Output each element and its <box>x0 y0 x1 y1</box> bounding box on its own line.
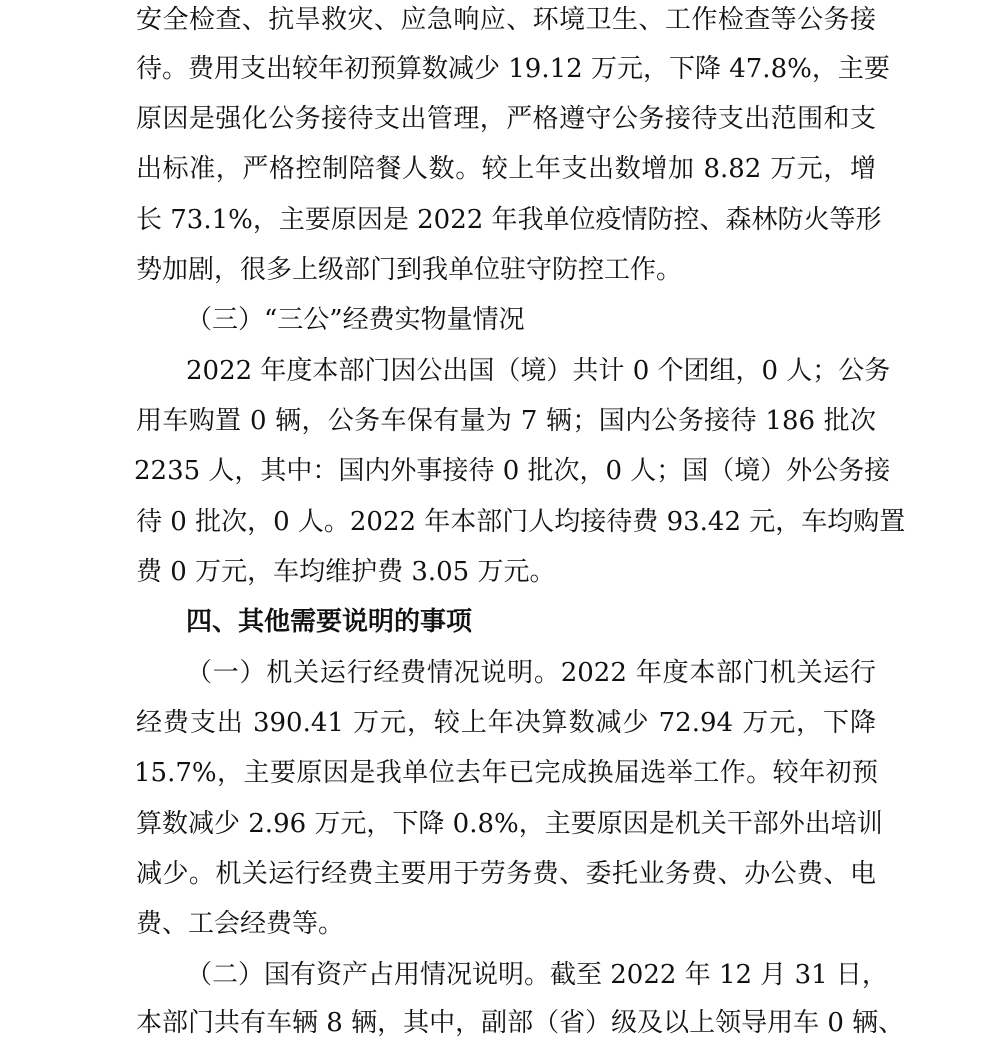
paragraph-line: 本部门共有车辆 8 辆，其中，副部（省）级及以上领导用车 0 辆、 <box>136 1008 905 1038</box>
paragraph-line: 费 0 万元，车均维护费 3.05 万元。 <box>136 557 556 587</box>
paragraph-line: 待。费用支出较年初预算数减少 19.12 万元，下降 47.8%，主要 <box>136 54 890 84</box>
paragraph-line: 出标准，严格控制陪餐人数。较上年支出数增加 8.82 万元，增 <box>136 154 876 184</box>
paragraph-line: 安全检查、抗旱救灾、应急响应、环境卫生、工作检查等公务接 <box>136 5 876 35</box>
section-subheading: （三）“三公”经费实物量情况 <box>186 305 525 335</box>
paragraph-line: 用车购置 0 辆，公务车保有量为 7 辆；国内公务接待 186 批次 <box>136 406 876 436</box>
paragraph-line: 15.7%，主要原因是我单位去年已完成换届选举工作。较年初预 <box>134 758 878 788</box>
paragraph-line: 势加剧，很多上级部门到我单位驻守防控工作。 <box>136 255 683 285</box>
paragraph-line: 原因是强化公务接待支出管理，严格遵守公务接待支出范围和支 <box>136 104 876 134</box>
paragraph-line: 2235 人，其中：国内外事接待 0 批次，0 人；国（境）外公务接 <box>134 456 891 486</box>
paragraph-line: 待 0 批次，0 人。2022 年本部门人均接待费 93.42 元，车均购置 <box>136 507 906 537</box>
paragraph-line: 减少。机关运行经费主要用于劳务费、委托业务费、办公费、电 <box>136 859 876 889</box>
paragraph-line: 算数减少 2.96 万元，下降 0.8%，主要原因是机关干部外出培训 <box>136 809 883 839</box>
section-heading: 四、其他需要说明的事项 <box>186 607 473 637</box>
paragraph-line: （二）国有资产占用情况说明。截至 2022 年 12 月 31 日， <box>186 960 888 990</box>
paragraph-line: 经费支出 390.41 万元，较上年决算数减少 72.94 万元，下降 <box>136 708 876 738</box>
paragraph-line: （一）机关运行经费情况说明。2022 年度本部门机关运行 <box>186 658 876 688</box>
paragraph-line: 费、工会经费等。 <box>136 909 345 939</box>
paragraph-line: 2022 年度本部门因公出国（境）共计 0 个团组，0 人；公务 <box>186 356 891 386</box>
paragraph-line: 长 73.1%，主要原因是 2022 年我单位疫情防控、森林防火等形 <box>136 205 882 235</box>
